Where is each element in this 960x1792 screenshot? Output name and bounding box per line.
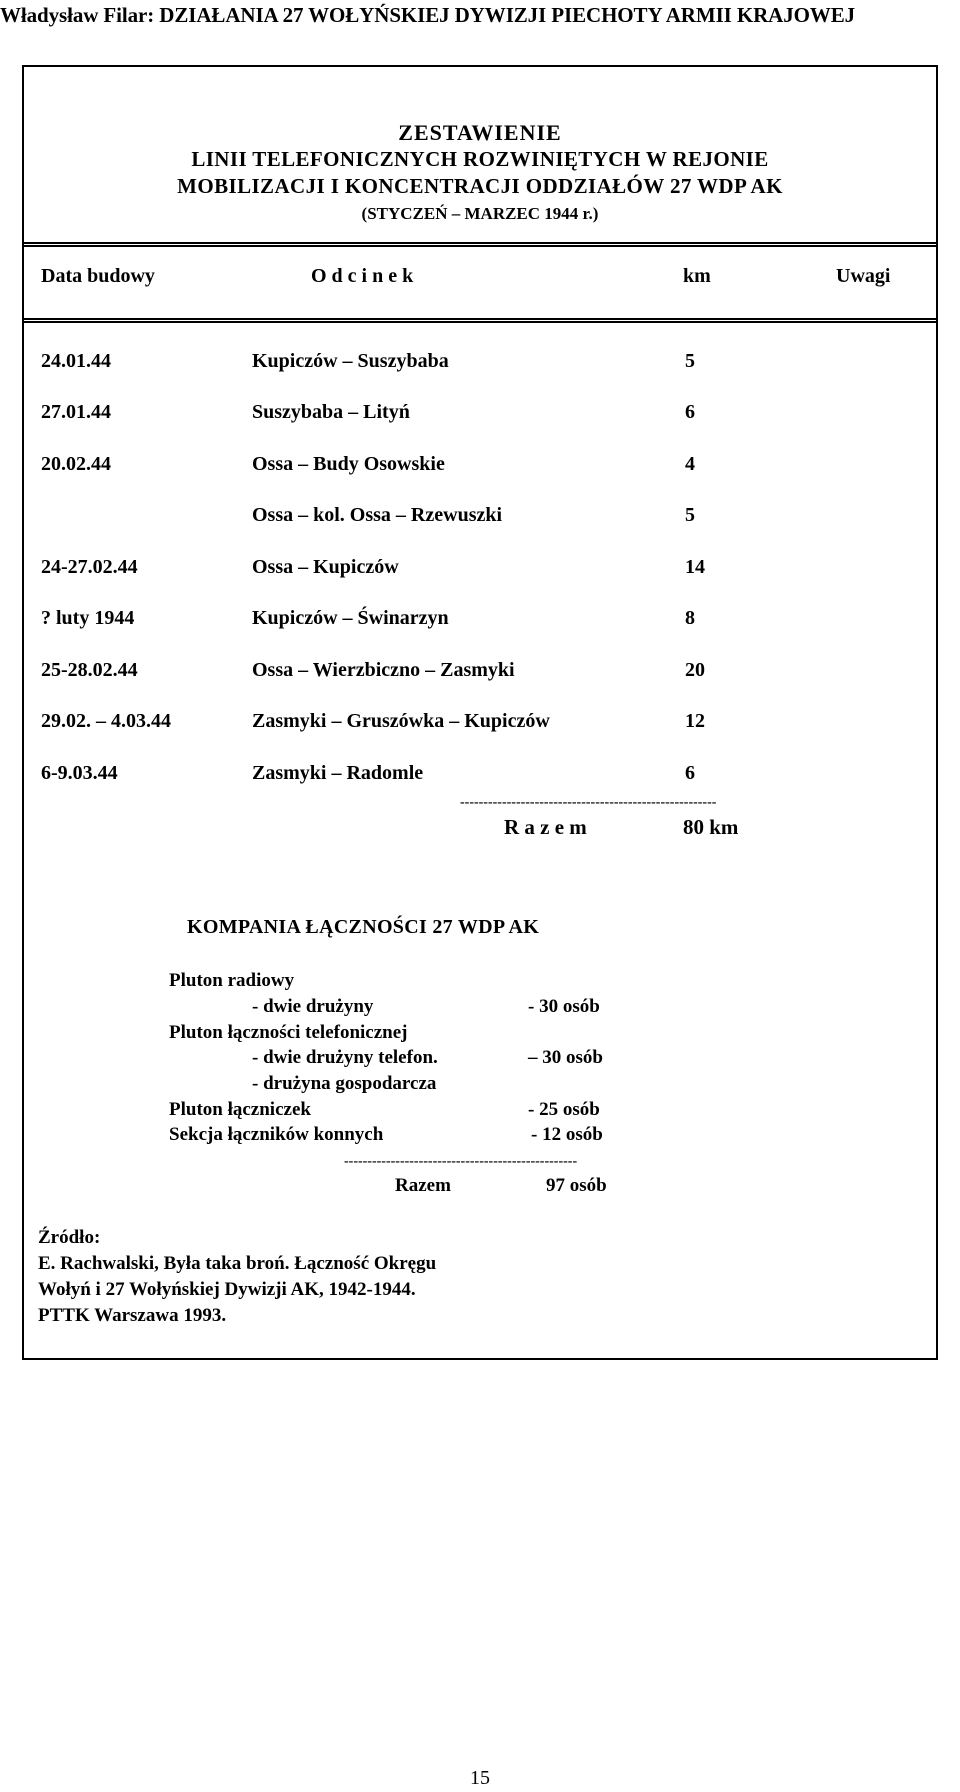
- company-separator: --------------------------------------------------: [344, 1154, 578, 1169]
- row-km: 20: [685, 659, 705, 681]
- table-row: [24, 453, 936, 483]
- row-km: 12: [685, 710, 705, 732]
- title-line-2: LINII TELEFONICZNYCH ROZWINIĘTYCH W REJONIE: [191, 147, 769, 171]
- row-date: 6-9.03.44: [41, 762, 118, 784]
- row-km: 8: [685, 607, 695, 629]
- company-item: - dwie drużyny telefon.: [252, 1047, 438, 1068]
- company-item-count: - 25 osób: [528, 1099, 600, 1120]
- column-header-notes: Uwagi: [836, 265, 891, 287]
- row-km: 6: [685, 762, 695, 784]
- row-date: 27.01.44: [41, 401, 111, 423]
- row-segment: Zasmyki – Radomle: [252, 762, 424, 784]
- table-row: [24, 607, 936, 637]
- row-date: ? luty 1944: [41, 607, 135, 629]
- page-number: 15: [470, 1767, 490, 1789]
- source-line-1: E. Rachwalski, Była taka broń. Łączność Okręgu: [38, 1253, 437, 1274]
- row-date: 20.02.44: [41, 453, 111, 475]
- source-line-3: PTTK Warszawa 1993.: [38, 1305, 227, 1326]
- table-row: [24, 762, 936, 792]
- row-segment: Kupiczów – Suszybaba: [252, 350, 449, 372]
- table-row: [24, 556, 936, 586]
- table-title: [24, 119, 936, 227]
- row-segment: Suszybaba – Lityń: [252, 401, 410, 423]
- table-row: [24, 710, 936, 740]
- company-item: - dwie drużyny: [252, 996, 374, 1017]
- column-header-km: km: [683, 265, 711, 287]
- company-item: - drużyna gospodarcza: [252, 1073, 437, 1094]
- row-segment: Kupiczów – Świnarzyn: [252, 607, 449, 629]
- table-row: [24, 504, 936, 534]
- company-item-count: - 12 osób: [531, 1124, 603, 1145]
- document-scan: [22, 65, 938, 1360]
- table-row: [24, 401, 936, 431]
- row-km: 4: [685, 453, 695, 475]
- column-header-segment: O d c i n e k: [311, 265, 414, 287]
- row-km: 14: [685, 556, 705, 578]
- row-date: 24.01.44: [41, 350, 111, 372]
- row-date: 24-27.02.44: [41, 556, 138, 578]
- row-segment: Ossa – Budy Osowskie: [252, 453, 445, 475]
- row-segment: Zasmyki – Gruszówka – Kupiczów: [252, 710, 550, 732]
- source-line-2: Wołyń i 27 Wołyńskiej Dywizji AK, 1942-1944.: [38, 1279, 416, 1300]
- table-row: [24, 350, 936, 380]
- total-value: 80 km: [683, 815, 739, 839]
- row-km: 5: [685, 350, 695, 372]
- column-header-date: Data budowy: [41, 265, 155, 287]
- row-km: 6: [685, 401, 695, 423]
- row-date: 25-28.02.44: [41, 659, 138, 681]
- row-date: 29.02. – 4.03.44: [41, 710, 171, 732]
- company-item: Pluton łączniczek: [169, 1099, 311, 1120]
- company-item: Pluton łączności telefonicznej: [169, 1022, 408, 1043]
- total-separator: -------------------------------------------------------: [460, 795, 717, 810]
- table-row: [24, 659, 936, 689]
- total-label: R a z e m: [504, 815, 587, 839]
- company-total-label: Razem: [395, 1175, 451, 1196]
- title-line-4: (STYCZEŃ – MARZEC 1944 r.): [361, 204, 599, 223]
- company-title: KOMPANIA ŁĄCZNOŚCI 27 WDP AK: [187, 916, 540, 938]
- company-item: Sekcja łączników konnych: [169, 1124, 384, 1145]
- header-top-rule: [24, 242, 936, 247]
- company-item-count: – 30 osób: [528, 1047, 603, 1068]
- title-line-1: ZESTAWIENIE: [398, 120, 562, 145]
- company-total-value: 97 osób: [546, 1175, 607, 1196]
- header-bottom-rule: [24, 318, 936, 323]
- row-segment: Ossa – Kupiczów: [252, 556, 399, 578]
- row-segment: Ossa – kol. Ossa – Rzewuszki: [252, 504, 503, 526]
- company-item: Pluton radiowy: [169, 970, 295, 991]
- running-title: Władysław Filar: DZIAŁANIA 27 WOŁYŃSKIEJ DYWIZJI PIECHOTY ARMII KRAJOWEJ: [0, 3, 856, 27]
- row-segment: Ossa – Wierzbiczno – Zasmyki: [252, 659, 515, 681]
- row-km: 5: [685, 504, 695, 526]
- source-label: Źródło:: [38, 1227, 101, 1248]
- company-item-count: - 30 osób: [528, 996, 600, 1017]
- title-line-3: MOBILIZACJI I KONCENTRACJI ODDZIAŁÓW 27 WDP AK: [177, 174, 783, 198]
